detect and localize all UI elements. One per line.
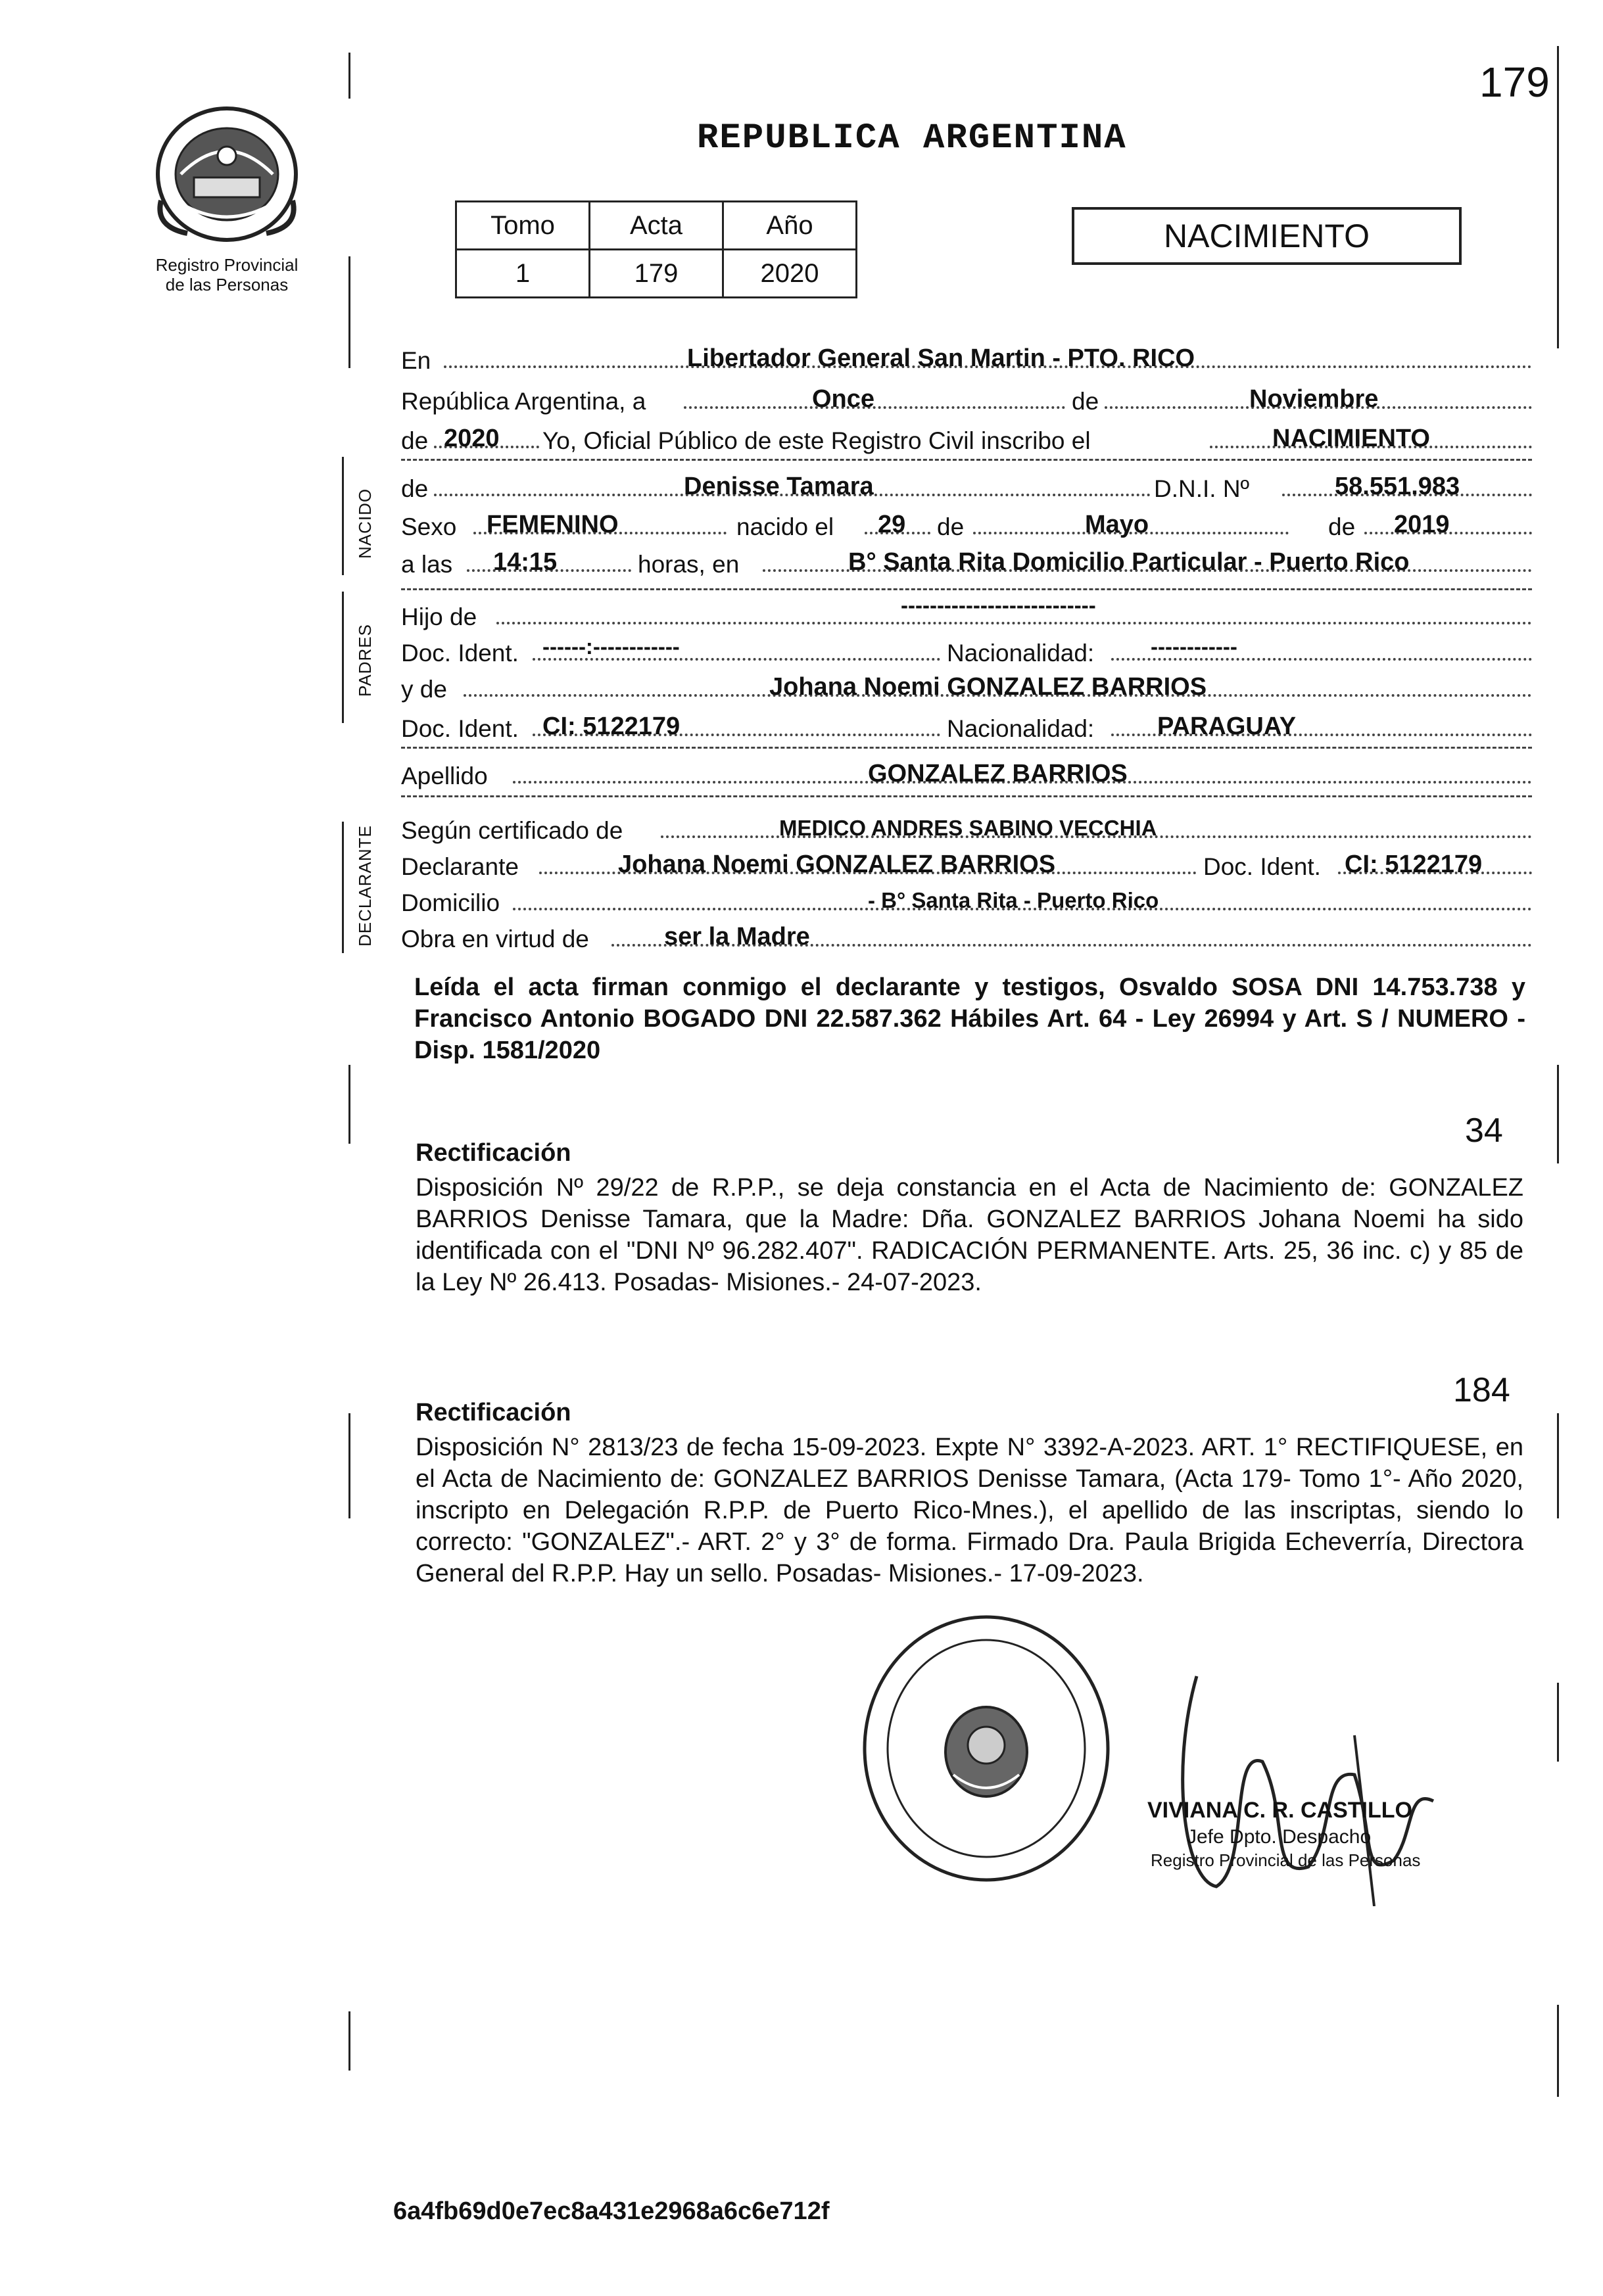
signature-org: Registro Provincial de las Personas (1151, 1850, 1421, 1870)
label-nacionalidad-2: Nacionalidad: (947, 715, 1095, 742)
value-nacionalidad-1: ------------ (1151, 634, 1237, 659)
value-birth-year: 2019 (1394, 511, 1450, 538)
signature-scribble (1157, 1670, 1473, 1906)
value-doc-1: ------:------------ (542, 634, 680, 659)
form-row-time-place (401, 546, 1532, 584)
label-horas: horas, en (638, 551, 740, 578)
form-row-surname (401, 757, 1532, 795)
rectification-number: 184 (1453, 1371, 1510, 1409)
form-row-place (401, 342, 1532, 380)
register-table-header: Año (723, 202, 857, 250)
section-bar (342, 592, 344, 723)
register-table (455, 200, 857, 298)
label-name: de (401, 475, 429, 502)
label-doc-3: Doc. Ident. (1203, 853, 1321, 880)
side-label-padres: PADRES (355, 624, 375, 697)
rectification-text: Disposición Nº 29/22 de R.P.P., se deja constancia en el Acta de Nacimiento de: GONZALEZ BARRIOS Denisse Tamara, que la Madre: Dña. GONZALEZ BARRIOS Johana Noemi ha sido identificada con el "DNI Nº 96.282.407". RADICACIÓN PERMANENTE. Arts. 25, 36 inc. c) y 85 de la Ley Nº 26.413. Posadas- Misiones.- 24-07-2023. (416, 1174, 1523, 1296)
separator (401, 795, 1532, 797)
label-doc-2: Doc. Ident. (401, 715, 519, 742)
rectification-text: Disposición N° 2813/23 de fecha 15-09-2023. Expte N° 3392-A-2023. ART. 1° RECTIFIQUESE, en el Acta de Nacimiento de: GONZALEZ BARRIOS Denisse Tamara, (Acta 179- Tomo 1°- Año 2020, inscripto en Delegación R.P.P. de Puerto Rico-Mnes.), el apellido de las inscriptas, siendo lo correcto: "GONZALEZ".- ART. 2° y 3° de forma. Firmado Dra. Paula Brigida Echeverría, Directora General del R.P.P. Hay un sello. Posadas- Misiones.- 17-09-2023. (416, 1434, 1523, 1587)
value-name: Denisse Tamara (684, 473, 874, 500)
margin-line (348, 2011, 350, 2071)
label-apellido: Apellido (401, 762, 488, 789)
value-place: Libertador General San Martin - PTO. RICO (687, 344, 1195, 372)
register-table-value-row (456, 250, 857, 298)
value-declarante: Johana Noemi GONZALEZ BARRIOS (618, 851, 1056, 878)
margin-line (348, 53, 350, 99)
value-apellido: GONZALEZ BARRIOS (868, 760, 1128, 787)
logo-caption (128, 255, 325, 294)
register-table-cell: 179 (590, 250, 723, 298)
form-row-mother-doc (401, 710, 1532, 748)
register-table-header: Acta (590, 202, 723, 250)
official-seal (855, 1610, 1118, 1886)
form-row-father-doc (401, 634, 1532, 672)
register-table-header: Tomo (456, 202, 590, 250)
value-certificado: MEDICO ANDRES SABINO VECCHIA (779, 816, 1157, 840)
value-mother: Johana Noemi GONZALEZ BARRIOS (769, 673, 1207, 701)
page-number: 179 (1479, 59, 1550, 106)
value-day: Once (812, 385, 875, 413)
label-certificado: Según certificado de (401, 817, 623, 844)
value-birth-month: Mayo (1085, 511, 1149, 538)
value-nacionalidad-2: PARAGUAY (1157, 713, 1297, 740)
label-domicilio: Domicilio (401, 889, 500, 916)
label-nacido-el: nacido el (736, 513, 834, 540)
form-row-mother (401, 670, 1532, 709)
label-dni: D.N.I. Nº (1154, 475, 1250, 502)
margin-line (348, 1065, 350, 1144)
register-table-header-row (456, 202, 857, 250)
signature-role: Jefe Dpto. Despacho (1187, 1826, 1372, 1848)
label-declarante: Declarante (401, 853, 519, 880)
label-y-de: y de (401, 676, 447, 703)
margin-line (348, 256, 350, 368)
form-row-address (401, 884, 1532, 922)
margin-line (348, 1413, 350, 1518)
label-hijo: Hijo de (401, 603, 477, 630)
value-domicilio: - B° Santa Rita - Puerto Rico (868, 888, 1159, 912)
label-de-4: de (1328, 513, 1356, 540)
value-doc-2: CI: 5122179 (542, 713, 681, 740)
label-obra: Obra en virtud de (401, 925, 589, 952)
rectification-title: Rectificación (416, 1139, 571, 1167)
form-row-capacity (401, 920, 1532, 958)
label-nacionalidad-1: Nacionalidad: (947, 640, 1095, 667)
value-father: --------------------------- (901, 593, 1096, 617)
form-row-certificate (401, 812, 1532, 850)
register-table-cell: 1 (456, 250, 590, 298)
form-row-sex-birth (401, 508, 1532, 546)
value-obra: ser la Madre (664, 923, 810, 950)
value-birth-place: B° Santa Rita Domicilio Particular - Puerto Rico (848, 548, 1410, 576)
value-month: Noviembre (1249, 385, 1379, 413)
label-de-2: de (401, 427, 429, 454)
label-a-las: a las (401, 551, 453, 578)
form-row-declarant (401, 848, 1532, 886)
margin-line (1557, 1065, 1559, 1163)
label-republica: República Argentina, a (401, 388, 646, 415)
form-row-date (401, 383, 1532, 421)
section-bar (342, 457, 344, 575)
margin-line (1557, 1683, 1559, 1762)
label-de: de (1072, 388, 1099, 415)
document-title: REPUBLICA ARGENTINA (697, 118, 1127, 158)
value-sexo: FEMENINO (487, 511, 619, 538)
document-hash: 6a4fb69d0e7ec8a431e2968a6c6e712f (393, 2197, 830, 2225)
label-doc-1: Doc. Ident. (401, 640, 519, 667)
label-officer: Yo, Oficial Público de este Registro Civil inscribo el (542, 427, 1091, 454)
rectification-title: Rectificación (416, 1399, 571, 1426)
value-hour: 14:15 (493, 548, 558, 576)
separator (401, 747, 1532, 749)
form-row-officer (401, 422, 1532, 460)
value-year: 2020 (444, 425, 500, 452)
side-label-nacido: NACIDO (355, 488, 375, 559)
closing-text: Leída el acta firman conmigo el declarante y testigos, Osvaldo SOSA DNI 14.753.738 y Francisco Antonio BOGADO DNI 22.587.362 Hábiles Art. 64 - Ley 26994 y Art. S / NUMERO - Disp. 1581/2020 (414, 973, 1525, 1064)
label-de-3: de (937, 513, 965, 540)
rectification-number: 34 (1465, 1112, 1503, 1150)
logo-caption-line-1: Registro Provincial (155, 255, 299, 275)
signature-name: VIVIANA C. R. CASTILLO (1147, 1798, 1412, 1823)
value-doc-3: CI: 5122179 (1345, 851, 1483, 878)
separator (401, 459, 1532, 461)
value-birth-day: 29 (878, 511, 906, 538)
logo-caption-line-2: de las Personas (165, 275, 289, 294)
register-table-cell: 2020 (723, 250, 857, 298)
margin-line (1557, 2005, 1559, 2097)
section-bar (342, 822, 344, 953)
margin-line (1557, 1413, 1559, 1518)
label-sexo: Sexo (401, 513, 457, 540)
misiones-logo (148, 102, 306, 246)
margin-line (1557, 46, 1559, 348)
record-type-box: NACIMIENTO (1072, 207, 1462, 265)
value-inscribo: NACIMIENTO (1272, 425, 1430, 452)
form-row-name (401, 470, 1532, 508)
value-dni: 58.551.983 (1335, 473, 1460, 500)
label-en: En (401, 347, 431, 374)
side-label-declarante: DECLARANTE (355, 825, 375, 947)
